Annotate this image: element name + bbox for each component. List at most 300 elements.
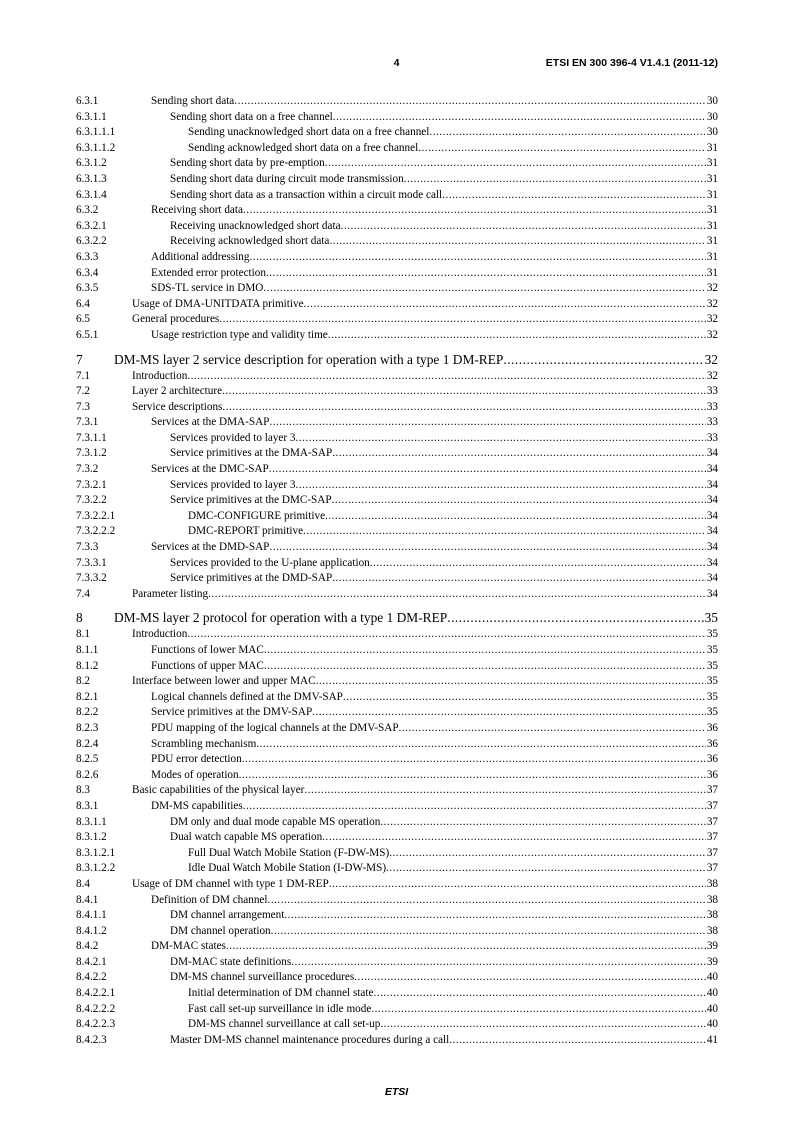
toc-section-number: 8.4.2 <box>76 940 99 953</box>
toc-page-number: 31 <box>706 235 718 248</box>
toc-entry <box>170 156 718 172</box>
toc-dot-leader <box>234 94 706 110</box>
toc-section-number: 7.3.1.2 <box>76 447 107 460</box>
toc-entry <box>188 509 718 525</box>
toc-row[interactable] <box>76 768 718 784</box>
toc-title: Scrambling mechanism <box>151 737 257 750</box>
toc-dot-leader <box>291 955 706 971</box>
toc-dot-leader <box>268 893 706 909</box>
toc-section-number: 6.3.1.4 <box>76 188 107 201</box>
toc-entry <box>188 1002 718 1018</box>
toc-page-number: 37 <box>706 831 718 844</box>
toc-section-number: 8.3.1.2.1 <box>76 846 116 859</box>
toc-title: Interface between lower and upper MAC <box>132 675 316 688</box>
toc-entry <box>170 556 718 572</box>
toc-dot-leader <box>418 141 706 157</box>
toc-section-number: 7.3.2.2.1 <box>76 509 116 522</box>
toc-page-number: 32 <box>706 282 718 295</box>
toc-row[interactable] <box>76 156 718 172</box>
toc-dot-leader <box>389 846 706 862</box>
toc-title: Sending unacknowledged short data on a free channel <box>188 126 430 139</box>
toc-dot-leader <box>332 493 706 509</box>
toc-entry <box>170 493 718 509</box>
toc-dot-leader <box>187 369 706 385</box>
toc-entry <box>151 540 718 556</box>
toc-entry <box>170 431 718 447</box>
toc-row[interactable] <box>76 172 718 188</box>
toc-title: DM channel operation <box>170 924 271 937</box>
toc-dot-leader <box>404 172 706 188</box>
toc-dot-leader <box>370 556 706 572</box>
toc-chapter-row[interactable] <box>76 350 718 369</box>
toc-dot-leader <box>269 540 705 556</box>
toc-dot-leader <box>329 877 706 893</box>
toc-entry <box>170 446 718 462</box>
toc-title: Sending short data on a free channel <box>170 110 333 123</box>
toc-section-number: 8.3.1.2.2 <box>76 862 116 875</box>
toc-entry <box>151 266 718 282</box>
toc-title: Service descriptions <box>132 400 223 413</box>
toc-page-number: 32 <box>706 369 718 382</box>
toc-dot-leader <box>208 587 706 603</box>
toc-entry <box>170 815 718 831</box>
toc-page-number: 31 <box>706 172 718 185</box>
toc-section-number: 8.4.1 <box>76 893 99 906</box>
toc-entry <box>170 1033 718 1049</box>
toc-section-number: 6.3.3 <box>76 250 99 263</box>
toc-title: Services provided to layer 3 <box>170 478 296 491</box>
toc-row[interactable] <box>76 540 718 556</box>
toc-section-number: 7.4 <box>76 587 90 600</box>
toc-row[interactable] <box>76 737 718 753</box>
toc-row[interactable] <box>76 877 718 893</box>
toc-section-number: 7.3.3.1 <box>76 556 107 569</box>
toc-section-number: 8.3.1.2 <box>76 831 107 844</box>
toc-section-number: 7.3.3.2 <box>76 572 107 585</box>
toc-section-number: 8.4.1.1 <box>76 909 107 922</box>
toc-entry <box>151 415 718 431</box>
toc-entry <box>151 939 718 955</box>
toc-row[interactable] <box>76 234 718 250</box>
toc-dot-leader <box>304 297 706 313</box>
toc-dot-leader <box>429 125 705 141</box>
toc-section-number: 6.3.2 <box>76 204 99 217</box>
toc-row[interactable] <box>76 846 718 862</box>
toc-page-number: 31 <box>706 266 718 279</box>
toc-dot-leader <box>226 939 706 955</box>
toc-page-number: 37 <box>706 815 718 828</box>
toc-row[interactable] <box>76 587 718 603</box>
toc-dot-leader <box>296 478 706 494</box>
toc-entry <box>151 643 718 659</box>
toc-row[interactable] <box>76 203 718 219</box>
toc-page-number: 33 <box>706 400 718 413</box>
toc-entry <box>170 908 718 924</box>
toc-title: Services provided to layer 3 <box>170 431 296 444</box>
toc-row[interactable] <box>76 627 718 643</box>
toc-entry <box>132 587 718 603</box>
toc-title: Idle Dual Watch Mobile Station (I-DW-MS) <box>188 862 387 875</box>
toc-entry <box>132 369 718 385</box>
toc-dot-leader <box>187 627 706 643</box>
toc-section-number: 7.3.1 <box>76 416 99 429</box>
toc-dot-leader <box>222 384 706 400</box>
toc-section-number: 8.1.1 <box>76 644 99 656</box>
toc-title: Extended error protection <box>151 266 266 279</box>
toc-row[interactable] <box>76 799 718 815</box>
toc-title: DM-MS capabilities <box>151 799 243 812</box>
toc-row[interactable] <box>76 110 718 126</box>
toc-row[interactable] <box>76 970 718 986</box>
toc-dot-leader <box>222 400 705 416</box>
toc-section-number: 6.3.5 <box>76 282 99 295</box>
toc-row[interactable] <box>76 939 718 955</box>
toc-entry <box>188 846 718 862</box>
toc-row[interactable] <box>76 690 718 706</box>
toc-page-number: 39 <box>706 940 718 953</box>
toc-row[interactable] <box>76 783 718 799</box>
toc-section-number: 8.3 <box>76 784 90 797</box>
toc-dot-leader <box>333 110 706 126</box>
toc-row[interactable] <box>76 815 718 831</box>
toc-page-number: 31 <box>706 157 718 170</box>
toc-entry <box>170 955 718 971</box>
toc-page-number: 35 <box>704 610 718 626</box>
toc-row[interactable] <box>76 297 718 313</box>
toc-page-number: 36 <box>706 768 718 781</box>
toc-title: Initial determination of DM channel state <box>188 987 374 1000</box>
toc-section-number: 7 <box>76 351 83 367</box>
toc-page-number: 34 <box>706 525 718 538</box>
toc-row[interactable] <box>76 141 718 157</box>
toc-title: Sending short data as a transaction within a circuit mode call <box>170 188 443 201</box>
toc-page-number: 31 <box>706 204 718 217</box>
toc-entry <box>114 608 718 627</box>
toc-entry <box>170 219 718 235</box>
toc-entry <box>151 893 718 909</box>
toc-section-number: 7.3.2.1 <box>76 478 107 491</box>
toc-row[interactable] <box>76 125 718 141</box>
toc-dot-leader <box>343 690 706 706</box>
toc-dot-leader <box>354 970 706 986</box>
toc-section-number: 8.4.2.2.1 <box>76 987 116 1000</box>
toc-row[interactable] <box>76 281 718 297</box>
toc-title: Service primitives at the DMV-SAP <box>151 706 313 719</box>
toc-section-number: 8.2.3 <box>76 721 99 734</box>
toc-row[interactable] <box>76 659 718 675</box>
toc-page-number: 35 <box>706 675 718 688</box>
toc-row[interactable] <box>76 1002 718 1018</box>
toc-title: Full Dual Watch Mobile Station (F-DW-MS) <box>188 846 390 859</box>
toc-section-number: 8.4.2.3 <box>76 1033 107 1046</box>
toc-entry <box>151 690 718 706</box>
toc-entry <box>170 571 718 587</box>
toc-entry <box>170 924 718 940</box>
toc-page-number: 31 <box>706 219 718 232</box>
toc-page-number: 34 <box>706 463 718 476</box>
toc-title: Services at the DMC-SAP <box>151 463 269 476</box>
toc-dot-leader <box>329 234 705 250</box>
toc-entry <box>132 384 718 400</box>
toc-title: DMC-REPORT primitive <box>188 525 304 538</box>
toc-title: Sending acknowledged short data on a free channel <box>188 141 419 154</box>
toc-dot-leader <box>269 462 706 478</box>
toc-row[interactable] <box>76 524 718 540</box>
toc-title: Functions of upper MAC <box>151 659 264 672</box>
toc-section-number: 6.3.1 <box>76 95 99 107</box>
toc-section-number: 6.3.1.3 <box>76 172 107 185</box>
toc-section-number: 8.3.1.1 <box>76 815 107 828</box>
toc-title: DM-MAC states <box>151 940 226 953</box>
toc-section-number: 6.3.2.2 <box>76 235 107 248</box>
toc-title: Services at the DMD-SAP <box>151 541 270 554</box>
toc-section-number: 7.2 <box>76 385 90 398</box>
toc-row[interactable] <box>76 830 718 846</box>
toc-row[interactable] <box>76 219 718 235</box>
toc-page-number: 37 <box>706 846 718 859</box>
toc-row[interactable] <box>76 752 718 768</box>
toc-dot-leader <box>263 281 705 297</box>
toc-section-number: 8.2.6 <box>76 768 99 781</box>
toc-section-number: 7.3 <box>76 400 90 413</box>
toc-dot-leader <box>264 643 706 659</box>
toc-title: Services provided to the U-plane application <box>170 556 370 569</box>
toc-section-number: 8.2.1 <box>76 690 99 703</box>
toc-page-number: 33 <box>706 385 718 398</box>
toc-section-number: 6.3.1.1 <box>76 110 107 123</box>
toc-page-number: 35 <box>706 628 718 641</box>
toc-row[interactable] <box>76 674 718 690</box>
toc-page-number: 40 <box>706 971 718 984</box>
toc-page-number: 36 <box>706 721 718 734</box>
toc-dot-leader <box>243 203 706 219</box>
toc-page-number: 32 <box>704 351 718 367</box>
toc-dot-leader <box>243 799 706 815</box>
toc-page-number: 40 <box>706 1018 718 1031</box>
toc-dot-leader <box>242 752 706 768</box>
toc-page-number: 39 <box>706 955 718 968</box>
toc-entry <box>188 524 718 540</box>
toc-section-number: 6.3.1.1.2 <box>76 141 116 154</box>
toc-page-number: 37 <box>706 784 718 797</box>
toc-entry <box>132 783 718 799</box>
toc-title: Master DM-MS channel maintenance procedures during a call <box>170 1033 450 1046</box>
toc-row[interactable] <box>76 1033 718 1049</box>
toc-row[interactable] <box>76 328 718 344</box>
toc-title: Fast call set-up surveillance in idle mode <box>188 1002 372 1015</box>
toc-section-number: 6.4 <box>76 297 90 310</box>
toc-dot-leader <box>328 328 706 344</box>
toc-title: DM-MS channel surveillance at call set-up <box>188 1018 381 1031</box>
toc-row[interactable] <box>76 369 718 385</box>
toc-page-number: 36 <box>706 753 718 766</box>
toc-dot-leader <box>380 815 705 831</box>
toc-section-number: 6.5 <box>76 313 90 326</box>
toc-page-number: 34 <box>706 541 718 554</box>
toc-page-number: 33 <box>706 431 718 444</box>
toc-page-number: 41 <box>706 1033 718 1046</box>
toc-entry <box>151 281 718 297</box>
toc-section-number: 8.1 <box>76 628 90 641</box>
toc-dot-leader <box>303 524 706 540</box>
toc-dot-leader <box>316 674 706 690</box>
toc-entry <box>170 110 718 126</box>
toc-row[interactable] <box>76 986 718 1002</box>
toc-row[interactable] <box>76 478 718 494</box>
toc-row[interactable] <box>76 266 718 282</box>
toc-section-number: 6.5.1 <box>76 328 99 341</box>
toc-page-number: 38 <box>706 909 718 922</box>
toc-entry <box>151 659 718 675</box>
toc-row[interactable] <box>76 250 718 266</box>
toc-section-number: 8.2.5 <box>76 753 99 766</box>
toc-dot-leader <box>380 1017 706 1033</box>
toc-page-number: 31 <box>706 188 718 201</box>
toc-row[interactable] <box>76 493 718 509</box>
toc-title: Sending short data during circuit mode transmission <box>170 172 404 185</box>
toc-dot-leader <box>341 219 706 235</box>
toc-entry <box>132 877 718 893</box>
toc-entry <box>188 986 718 1002</box>
toc-row[interactable] <box>76 431 718 447</box>
toc-dot-leader <box>325 156 706 172</box>
toc-row[interactable] <box>76 509 718 525</box>
toc-dot-leader <box>371 1002 706 1018</box>
toc-page-number: 34 <box>706 509 718 522</box>
toc-title: Logical channels defined at the DMV-SAP <box>151 690 343 703</box>
toc-entry <box>170 234 718 250</box>
toc-title: DM-MS layer 2 service description for operation with a type 1 DM-REP <box>114 351 504 367</box>
toc-page-number: 30 <box>706 126 718 139</box>
toc-page-number: 37 <box>706 799 718 812</box>
toc-title: DMC-CONFIGURE primitive <box>188 509 326 522</box>
toc-entry <box>132 312 718 328</box>
toc-title: Service primitives at the DMC-SAP <box>170 494 332 507</box>
toc-row[interactable] <box>76 312 718 328</box>
toc-dot-leader <box>239 768 706 784</box>
toc-title: Receiving unacknowledged short data <box>170 219 341 232</box>
toc-section-number: 7.3.2 <box>76 463 99 476</box>
toc-entry <box>114 350 718 369</box>
toc-page-number: 34 <box>706 587 718 600</box>
toc-section-number: 8.2.4 <box>76 737 99 750</box>
toc-entry <box>170 478 718 494</box>
toc-title: Usage restriction type and validity time <box>151 328 328 341</box>
toc-row[interactable] <box>76 188 718 204</box>
toc-page-number: 40 <box>706 987 718 1000</box>
toc-title: PDU error detection <box>151 753 242 766</box>
toc-dot-leader <box>296 431 706 447</box>
toc-dot-leader <box>271 924 706 940</box>
toc-row[interactable] <box>76 556 718 572</box>
toc-page-number: 33 <box>706 416 718 429</box>
toc-title: DM-MS channel surveillance procedures <box>170 971 355 984</box>
toc-page-number: 31 <box>706 250 718 263</box>
toc-row[interactable] <box>76 955 718 971</box>
toc-entry <box>151 705 718 721</box>
toc-entry <box>151 737 718 753</box>
toc-row[interactable] <box>76 94 718 110</box>
toc-dot-leader <box>503 350 703 369</box>
document-id: ETSI EN 300 396-4 V1.4.1 (2011-12) <box>545 57 718 69</box>
toc-title: Usage of DM channel with type 1 DM-REP <box>132 877 329 890</box>
toc-dot-leader <box>264 659 706 675</box>
toc-section-number: 6.3.2.1 <box>76 219 107 232</box>
toc-row[interactable] <box>76 400 718 416</box>
toc-dot-leader <box>304 783 705 799</box>
toc-page-number: 34 <box>706 556 718 569</box>
toc-dot-leader <box>266 266 706 282</box>
toc-dot-leader <box>284 908 706 924</box>
toc-section-number: 6.3.1.2 <box>76 157 107 170</box>
toc-dot-leader <box>373 986 705 1002</box>
toc-row[interactable] <box>76 571 718 587</box>
toc-page-number: 31 <box>706 141 718 154</box>
toc-row[interactable] <box>76 415 718 431</box>
toc-dot-leader <box>312 705 706 721</box>
toc-row[interactable] <box>76 721 718 737</box>
toc-page-number: 30 <box>706 110 718 123</box>
toc-page-number: 38 <box>706 877 718 890</box>
toc-row[interactable] <box>76 924 718 940</box>
toc-row[interactable] <box>76 893 718 909</box>
toc-row[interactable] <box>76 861 718 877</box>
toc-row[interactable] <box>76 1017 718 1033</box>
toc-chapter-row[interactable] <box>76 608 718 627</box>
toc-row[interactable] <box>76 446 718 462</box>
toc-page-number: 34 <box>706 572 718 585</box>
toc-row[interactable] <box>76 384 718 400</box>
toc-page-number: 36 <box>706 737 718 750</box>
toc-page-number: 34 <box>706 494 718 507</box>
toc-page-number: 40 <box>706 1002 718 1015</box>
toc-title: Dual watch capable MS operation <box>170 831 323 844</box>
toc-entry <box>151 752 718 768</box>
toc-dot-leader <box>386 861 706 877</box>
toc-page-number: 38 <box>706 893 718 906</box>
toc-entry <box>151 721 718 737</box>
toc-dot-leader <box>399 721 706 737</box>
toc-dot-leader <box>322 830 706 846</box>
toc-dot-leader <box>325 509 706 525</box>
toc-dot-leader <box>447 608 703 627</box>
toc-dot-leader <box>332 571 706 587</box>
toc-entry <box>151 768 718 784</box>
toc-row[interactable] <box>76 705 718 721</box>
toc-section-number: 8.4.2.2.3 <box>76 1018 116 1031</box>
toc-entry <box>132 400 718 416</box>
toc-entry <box>170 188 718 204</box>
toc-title: General procedures <box>132 313 220 326</box>
toc-section-number: 8.4.1.2 <box>76 924 107 937</box>
toc-section-number: 8.2.2 <box>76 706 99 719</box>
toc-row[interactable] <box>76 462 718 478</box>
toc-row[interactable] <box>76 643 718 659</box>
toc-entry <box>132 627 718 643</box>
toc-row[interactable] <box>76 908 718 924</box>
toc-title: Usage of DMA-UNITDATA primitive <box>132 297 304 310</box>
toc-entry <box>170 970 718 986</box>
toc-section-number: 6.3.1.1.1 <box>76 126 116 139</box>
toc-dot-leader <box>332 446 706 462</box>
toc-dot-leader <box>250 250 706 266</box>
toc-title: Services at the DMA-SAP <box>151 416 270 429</box>
toc-page-number: 32 <box>706 328 718 341</box>
toc-title: Service primitives at the DMD-SAP <box>170 572 333 585</box>
table-of-contents <box>76 94 718 1048</box>
toc-dot-leader <box>449 1033 706 1049</box>
toc-section-number: 8.4.2.1 <box>76 955 107 968</box>
